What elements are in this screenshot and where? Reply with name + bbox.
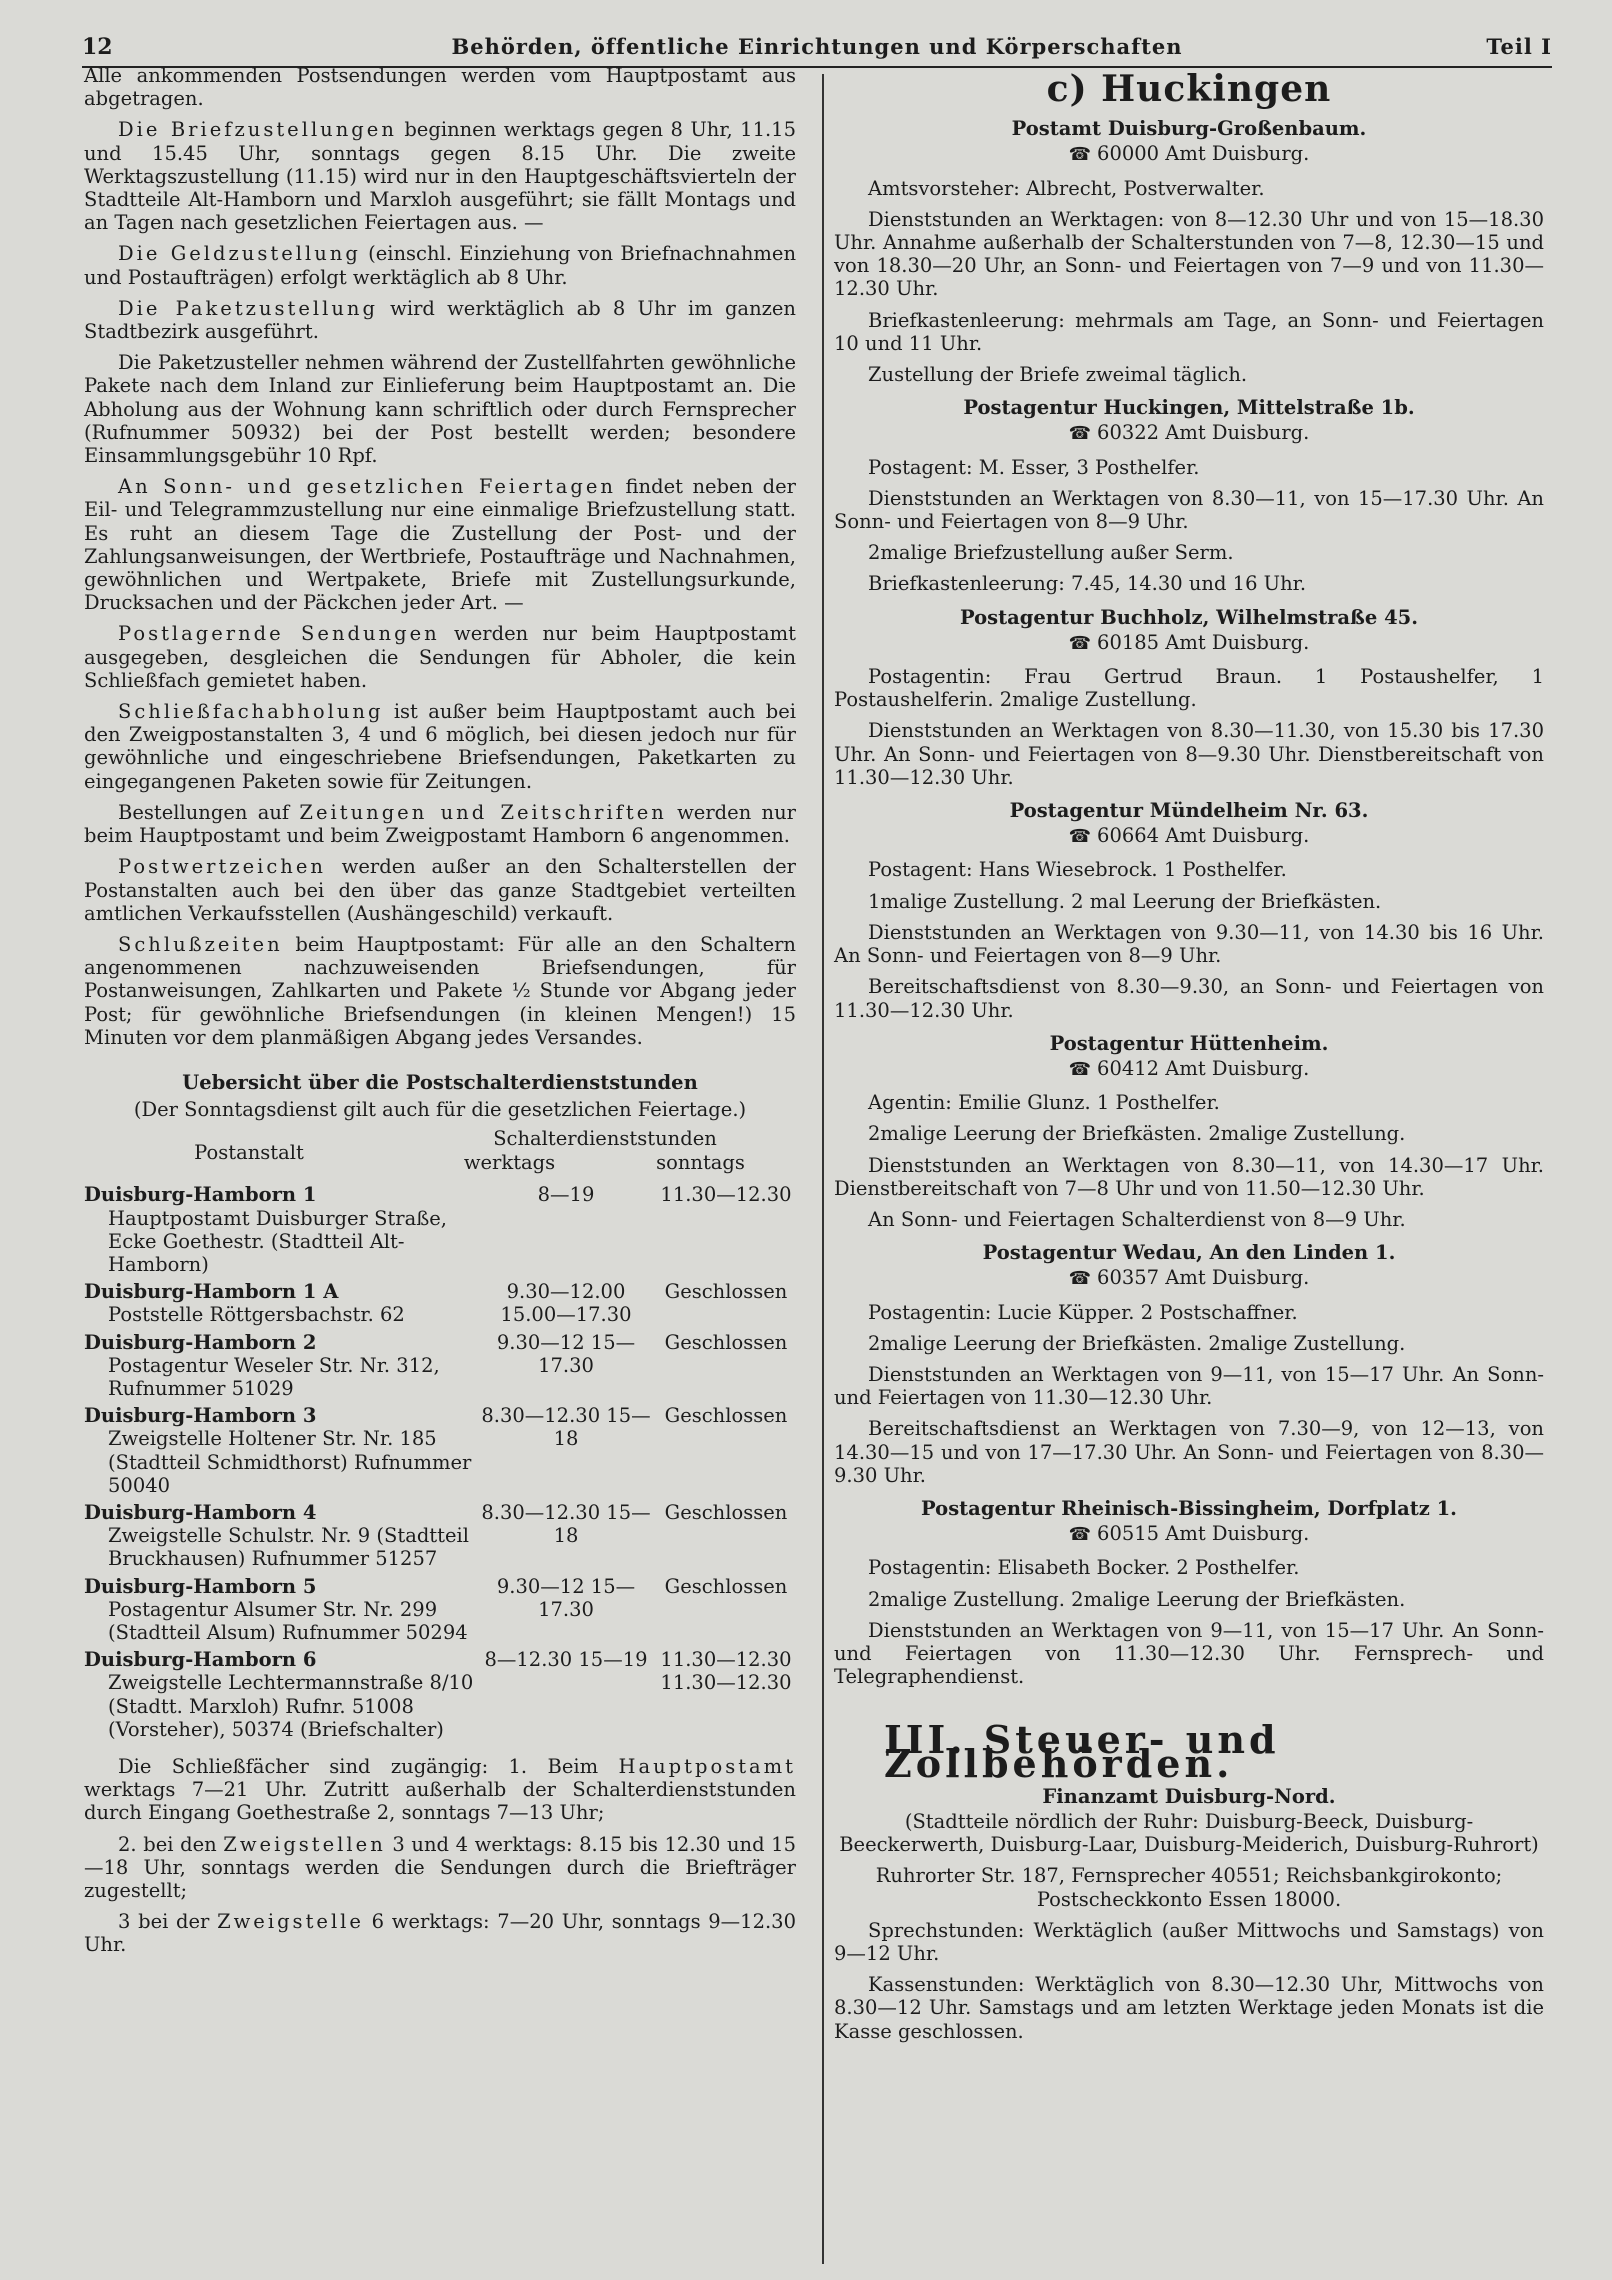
telephone-icon: ☎ — [1068, 1268, 1092, 1290]
finanzamt-title: Finanzamt Duisburg-Nord. — [1042, 1784, 1336, 1808]
row-detail: Postagentur Alsumer Str. Nr. 299 (Stadtteil Alsum) Rufnummer 50294 — [108, 1597, 468, 1644]
row-werktags: 8.30—12.30 15—18 — [481, 1404, 651, 1451]
chapter-title: III. Steuer- und Zollbehörden. — [884, 1717, 1280, 1786]
paragraph: Die Paketzustellung wird werktäglich ab 8 Uhr im ganzen Stadtbezirk ausgeführt. — [84, 296, 796, 344]
row-name: Duisburg-Hamborn 4 — [84, 1500, 317, 1524]
finanzamt-note: (Stadtteile nördlich der Ruhr: Duisburg-Beeck, Duisburg-Beeckerwerth, Duisburg-Laar, Duisburg-Meiderich, Duisburg-Ruhrort) — [839, 1809, 1539, 1857]
office-line: Amtsvorsteher: Albrecht, Postverwalter. — [868, 176, 1265, 200]
office-title: Postagentur Buchholz, Wilhelmstraße 45. — [959, 605, 1418, 629]
col-sub-headers — [414, 1151, 796, 1174]
table-row — [84, 1404, 796, 1497]
office-line: Bereitschaftsdienst von 8.30—9.30, an Sonn- und Feiertagen von 11.30—12.30 Uhr. — [834, 975, 1544, 1022]
office-block — [834, 117, 1544, 386]
office-line: 2malige Briefzustellung außer Serm. — [868, 541, 1234, 565]
column-divider — [822, 74, 824, 2264]
row-detail: Zweigstelle Lechtermannstraße 8/10 (Stadtt. Marxloh) Rufnr. 51008 (Vorsteher), 50374 (Briefschalter) — [108, 1671, 474, 1741]
office-block — [834, 799, 1544, 1022]
table-row — [84, 1648, 796, 1741]
row-detail: Zweigstelle Holtener Str. Nr. 185 (Stadtteil Schmidthorst) Rufnummer 50040 — [108, 1427, 472, 1497]
office-line: An Sonn- und Feiertagen Schalterdienst von 8—9 Uhr. — [868, 1207, 1406, 1231]
row-postanstalt — [84, 1280, 476, 1326]
table-row — [84, 1183, 796, 1276]
phone-line: ☎ 60000 Amt Duisburg. — [1068, 142, 1310, 166]
row-detail: Hauptpostamt Duisburger Straße, Ecke Goethestr. (Stadtteil Alt-Hamborn) — [108, 1206, 447, 1276]
office-line: Dienststunden an Werktagen von 9—11, von 15—17 Uhr. An Sonn- und Feiertagen von 11.30—12.30 Uhr. Fernsprech- und Telegraphendienst. — [834, 1618, 1544, 1689]
telephone-icon: ☎ — [1068, 1058, 1092, 1080]
row-detail: Zweigstelle Schulstr. Nr. 9 (Stadtteil Bruckhausen) Rufnummer 51257 — [108, 1524, 469, 1571]
col-hours-group — [414, 1127, 796, 1173]
office-block — [834, 1032, 1544, 1231]
row-sonntags: Geschlossen — [664, 1330, 788, 1354]
row-name: Duisburg-Hamborn 5 — [84, 1574, 317, 1598]
row-sonntags: 11.30—12.30 — [660, 1183, 792, 1207]
table-row — [84, 1331, 796, 1401]
phone-line: ☎ 60412 Amt Duisburg. — [1068, 1056, 1310, 1080]
office-block — [834, 606, 1544, 789]
office-line: 1malige Zustellung. 2 mal Leerung der Briefkästen. — [868, 889, 1382, 913]
paragraph: Die Schließfächer sind zugängig: 1. Beim Hauptpostamt werktags 7—21 Uhr. Zutritt außerhalb der Schalterdienststunden durch Eingang Goethestraße 2, sonntags 7—13 Uhr; — [84, 1755, 796, 1825]
row-postanstalt — [84, 1648, 476, 1741]
phone-line: ☎ 60515 Amt Duisburg. — [1068, 1522, 1310, 1546]
office-line: Dienststunden an Werktagen: von 8—12.30 Uhr und von 15—18.30 Uhr. Annahme außerhalb der Schalterstunden von 7—8, 12.30—15 und von 18.30—20 Uhr, an Sonn- und Feiertagen von 7—9 und von 11.30—12.30 Uhr. — [834, 207, 1544, 301]
paragraph: 3 bei der Zweigstelle 6 werktags: 7—20 Uhr, sonntags 9—12.30 Uhr. — [84, 1910, 796, 1957]
running-title: Behörden, öffentliche Einrichtungen und Körperschaften — [451, 34, 1183, 59]
office-line: Agentin: Emilie Glunz. 1 Posthelfer. — [868, 1091, 1220, 1115]
office-line: Postagentin: Frau Gertrud Braun. 1 Postaushelfer, 1 Postaushelferin. 2malige Zustellung. — [834, 665, 1544, 712]
office-title: Postagentur Wedau, An den Linden 1. — [982, 1241, 1396, 1265]
row-werktags: 9.30—12 15—17.30 — [496, 1574, 636, 1621]
row-werktags: 8.30—12.30 15—18 — [481, 1500, 651, 1548]
paragraph: 2. bei den Zweigstellen 3 und 4 werktags: 8.15 bis 12.30 und 15—18 Uhr, sonntags werden die Sendungen durch die Briefträger zugestellt; — [84, 1832, 796, 1903]
part-label: Teil I — [1486, 34, 1552, 59]
row-name: Duisburg-Hamborn 1 — [84, 1183, 317, 1207]
office-line: Dienststunden an Werktagen von 8.30—11, von 14.30—17 Uhr. Dienstbereitschaft von 7—8 Uhr und von 11.50—12.30 Uhr. — [834, 1153, 1544, 1200]
office-line: 2malige Leerung der Briefkästen. 2malige Zustellung. — [868, 1122, 1406, 1146]
table-note: (Der Sonntagsdienst gilt auch für die gesetzlichen Feiertage.) — [133, 1098, 747, 1122]
office-line: Briefkastenleerung: mehrmals am Tage, an Sonn- und Feiertagen 10 und 11 Uhr. — [834, 308, 1544, 355]
right-column — [834, 64, 1544, 2051]
paragraph: An Sonn- und gesetzlichen Feiertagen findet neben der Eil- und Telegrammzustellung nur eine einmalige Briefzustellung statt. Es ruht an diesem Tage die Zustellung der Post- und der Zahlungsanweisungen, der Wertbriefe, Postaufträge und Nachnahmen, gewöhnlichen und Wertpakete, Briefe mit Zustellungsurkunde, Drucksachen und der Päckchen jeder Art. — — [84, 475, 797, 615]
office-title: Postagentur Hüttenheim. — [1049, 1031, 1329, 1055]
office-title: Postagentur Rheinisch-Bissingheim, Dorfplatz 1. — [921, 1496, 1457, 1520]
office-line: Dienststunden an Werktagen von 8.30—11, von 15—17.30 Uhr. An Sonn- und Feiertagen von 8—9 Uhr. — [834, 486, 1544, 534]
telephone-icon: ☎ — [1068, 1524, 1092, 1546]
office-line: Dienststunden an Werktagen von 8.30—11.30, von 15.30 bis 17.30 Uhr. An Sonn- und Feiertagen von 8—9.30 Uhr. Dienstbereitschaft von 11.30—12.30 Uhr. — [834, 719, 1544, 789]
row-name: Duisburg-Hamborn 1 A — [84, 1280, 339, 1304]
telephone-icon: ☎ — [1068, 632, 1092, 654]
col-hours: Schalterdienststunden — [493, 1127, 717, 1151]
row-werktags: 9.30—12.00 15.00—17.30 — [500, 1280, 632, 1327]
office-line: Postagentin: Lucie Küpper. 2 Postschaffner. — [868, 1300, 1298, 1324]
paragraph: Postwertzeichen werden außer an den Schalterstellen der Postanstalten auch bei den über das ganze Stadtgebiet verteilten amtlichen Verkaufsstellen (Aushängeschild) verkauft. — [84, 855, 796, 925]
left-column — [84, 64, 796, 1965]
office-block — [834, 1497, 1544, 1688]
row-werktags: 8—19 — [537, 1183, 595, 1207]
office-title: Postagentur Huckingen, Mittelstraße 1b. — [963, 396, 1415, 420]
row-postanstalt — [84, 1331, 476, 1401]
paragraph: Die Paketzusteller nehmen während der Zustellfahrten gewöhnliche Pakete nach dem Inland zur Einlieferung beim Hauptpostamt an. Die Abholung aus der Wohnung kann schriftlich oder durch Fernsprecher (Rufnummer 50932) bei der Post bestellt werden; besondere Einsammlungsgebühr 10 Rpf. — [84, 351, 796, 468]
office-block — [834, 396, 1544, 595]
row-sonntags: Geschlossen — [664, 1280, 788, 1304]
row-postanstalt — [84, 1575, 476, 1645]
row-name: Duisburg-Hamborn 2 — [84, 1330, 317, 1354]
office-line: Bereitschaftsdienst an Werktagen von 7.30—9, von 12—13, von 14.30—15 und von 17—17.30 Uhr. An Sonn- und Feiertagen von 8.30—9.30 Uhr. — [834, 1417, 1544, 1487]
section-title: c) Huckingen — [1046, 68, 1332, 110]
table-header — [84, 1127, 796, 1177]
row-werktags: 9.30—12 15—17.30 — [496, 1330, 636, 1377]
telephone-icon: ☎ — [1068, 144, 1092, 166]
row-sonntags: Geschlossen — [664, 1500, 788, 1524]
phone-line: ☎ 60185 Amt Duisburg. — [1068, 630, 1310, 654]
paragraph: Bestellungen auf Zeitungen und Zeitschriften werden nur beim Hauptpostamt und beim Zweigpostamt Hamborn 6 angenommen. — [84, 800, 796, 848]
phone-line: ☎ 60322 Amt Duisburg. — [1068, 421, 1310, 445]
row-detail: Poststelle Röttgersbachstr. 62 — [108, 1303, 405, 1327]
table-row — [84, 1575, 796, 1645]
table-row — [84, 1280, 796, 1326]
row-postanstalt — [84, 1501, 476, 1571]
table-title: Uebersicht über die Postschalterdienststunden — [182, 1070, 698, 1094]
hours-table — [84, 1183, 796, 1741]
office-line: Dienststunden an Werktagen von 9—11, von 15—17 Uhr. An Sonn- und Feiertagen von 11.30—12.30 Uhr. — [834, 1362, 1544, 1410]
row-name: Duisburg-Hamborn 3 — [84, 1404, 317, 1428]
table-row — [84, 1501, 796, 1571]
telephone-icon: ☎ — [1068, 423, 1092, 445]
finanzamt-kassenstunden: Kassenstunden: Werktäglich von 8.30—12.30 Uhr, Mittwochs von 8.30—12 Uhr. Samstags und am letzten Werktage jeden Monats ist die Kasse geschlossen. — [834, 1973, 1544, 2043]
row-sonntags: Geschlossen — [664, 1404, 788, 1428]
office-line: Briefkastenleerung: 7.45, 14.30 und 16 Uhr. — [868, 572, 1307, 596]
paragraph: Schließfachabholung ist außer beim Hauptpostamt auch bei den Zweigpostanstalten 3, 4 und 6 möglich, bei diesen jedoch nur für gewöhnliche und eingeschriebene Briefsendungen, Paketkarten zu eingegangenen Paketen sowie für Zeitungen. — [84, 700, 796, 793]
office-line: Dienststunden an Werktagen von 9.30—11, von 14.30 bis 16 Uhr. An Sonn- und Feiertagen von 8—9 Uhr. — [834, 920, 1544, 968]
page-number: 12 — [82, 34, 113, 60]
office-block — [834, 1241, 1544, 1487]
phone-line: ☎ 60357 Amt Duisburg. — [1068, 1266, 1310, 1290]
office-line: 2malige Zustellung. 2malige Leerung der Briefkästen. — [868, 1587, 1406, 1611]
row-werktags: 8—12.30 15—19 — [484, 1648, 648, 1672]
paragraph: Postlagernde Sendungen werden nur beim Hauptpostamt ausgegeben, desgleichen die Sendungen für Abholer, die kein Schließfach gemietet haben. — [84, 622, 796, 692]
row-sonntags: 11.30—12.30 11.30—12.30 — [660, 1648, 792, 1695]
row-detail: Postagentur Weseler Str. Nr. 312, Rufnummer 51029 — [108, 1353, 440, 1400]
row-postanstalt — [84, 1404, 476, 1497]
col-werktags: werktags — [463, 1150, 556, 1174]
phone-line: ☎ 60664 Amt Duisburg. — [1068, 824, 1310, 848]
row-name: Duisburg-Hamborn 6 — [84, 1648, 317, 1672]
office-title: Postamt Duisburg-Großenbaum. — [1011, 117, 1367, 141]
finanzamt-address: Ruhrorter Str. 187, Fernsprecher 40551; Reichsbankgirokonto; Postscheckkonto Essen 18000. — [875, 1864, 1503, 1911]
paragraph: Schlußzeiten beim Hauptpostamt: Für alle an den Schaltern angenommenen nachzuweisenden Briefsendungen, für Postanweisungen, Zahlkarten und Pakete ½ Stunde vor Abgang jeder Post; für gewöhnliche Briefsendungen (in kleinen Mengen!) 15 Minuten vor dem planmäßigen Abgang jedes Versandes. — [84, 932, 796, 1049]
paragraph: Alle ankommenden Postsendungen werden vom Hauptpostamt aus abgetragen. — [84, 64, 796, 111]
paragraph: Die Briefzustellungen beginnen werktags gegen 8 Uhr, 11.15 und 15.45 Uhr, sonntags gegen 8.15 Uhr. Die zweite Werktagszustellung (11.15) wird nur in den Hauptgeschäftsvierteln der Stadtteile Alt-Hamborn und Marxloh ausgeführt; sie fällt Montags und an Tagen nach gesetzlichen Feiertagen aus. — — [84, 118, 796, 235]
row-postanstalt — [84, 1183, 476, 1276]
office-line: Postagent: Hans Wiesebrock. 1 Posthelfer. — [868, 858, 1287, 882]
col-postanstalt: Postanstalt — [194, 1141, 304, 1165]
paragraph: Die Geldzustellung (einschl. Einziehung von Briefnachnahmen und Postaufträgen) erfolgt werktäglich ab 8 Uhr. — [84, 242, 796, 289]
office-line: Postagent: M. Esser, 3 Posthelfer. — [868, 455, 1200, 479]
office-title: Postagentur Mündelheim Nr. 63. — [1009, 799, 1369, 823]
telephone-icon: ☎ — [1068, 826, 1092, 848]
office-line: Postagentin: Elisabeth Bocker. 2 Posthelfer. — [868, 1556, 1300, 1580]
finanzamt-sprechstunden: Sprechstunden: Werktäglich (außer Mittwochs und Samstags) von 9—12 Uhr. — [834, 1918, 1544, 1965]
page-header — [82, 34, 1552, 68]
office-line: 2malige Leerung der Briefkästen. 2malige Zustellung. — [868, 1331, 1406, 1355]
row-sonntags: Geschlossen — [664, 1574, 788, 1598]
col-sonntags: sonntags — [656, 1150, 745, 1174]
office-line: Zustellung der Briefe zweimal täglich. — [868, 363, 1248, 387]
